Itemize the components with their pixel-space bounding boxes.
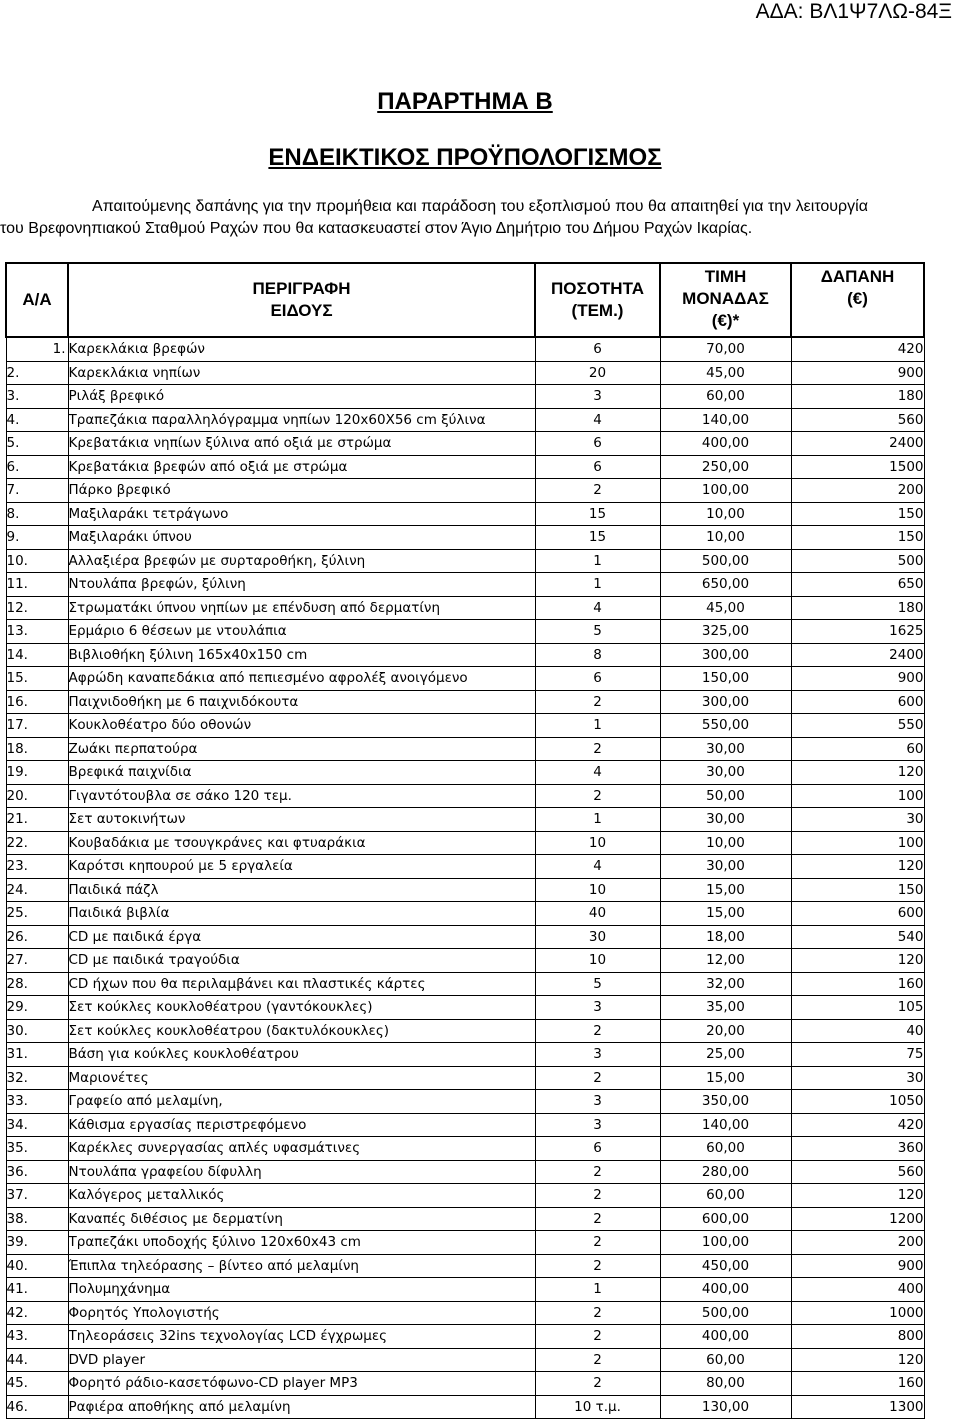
- item-quantity: 2: [535, 690, 660, 714]
- row-number: 22.: [6, 831, 68, 855]
- table-row: [6, 1019, 924, 1043]
- table-row: [6, 1207, 924, 1231]
- item-description: Βρεφικά παιχνίδια: [68, 761, 535, 785]
- row-number: 15.: [6, 667, 68, 691]
- item-unit-price: 10,00: [660, 526, 791, 550]
- item-description: Καρότσι κηπουρού με 5 εργαλεία: [68, 855, 535, 879]
- item-cost: 360: [791, 1137, 924, 1161]
- table-row: [6, 1254, 924, 1278]
- item-description: Κάθισμα εργασίας περιστρεφόμενο: [68, 1113, 535, 1137]
- item-cost: 420: [791, 1113, 924, 1137]
- item-quantity: 1: [535, 573, 660, 597]
- item-cost: 100: [791, 831, 924, 855]
- budget-title: ΕΝΔΕΙΚΤΙΚΟΣ ΠΡΟΫΠΟΛΟΓΙΣΜΟΣ: [268, 144, 662, 171]
- row-number: 33.: [6, 1090, 68, 1114]
- item-quantity: 1: [535, 1278, 660, 1302]
- item-cost: 560: [791, 1160, 924, 1184]
- table-row: [6, 831, 924, 855]
- table-row: [6, 549, 924, 573]
- item-unit-price: 70,00: [660, 337, 791, 361]
- item-quantity: 10: [535, 949, 660, 973]
- table-row: [6, 455, 924, 479]
- item-unit-price: 250,00: [660, 455, 791, 479]
- item-unit-price: 35,00: [660, 996, 791, 1020]
- item-description: Πάρκο βρεφικό: [68, 479, 535, 503]
- item-unit-price: 300,00: [660, 690, 791, 714]
- table-row: [6, 408, 924, 432]
- item-unit-price: 325,00: [660, 620, 791, 644]
- item-cost: 120: [791, 855, 924, 879]
- table-body: [6, 337, 924, 1419]
- item-cost: 540: [791, 925, 924, 949]
- row-number: 27.: [6, 949, 68, 973]
- item-description: Ντουλάπα γραφείου δίφυλλη: [68, 1160, 535, 1184]
- table-row: [6, 1301, 924, 1325]
- row-number: 6.: [6, 455, 68, 479]
- item-quantity: 2: [535, 1231, 660, 1255]
- item-cost: 200: [791, 1231, 924, 1255]
- item-quantity: 15: [535, 526, 660, 550]
- table-row: [6, 337, 924, 361]
- item-description: Μαξιλαράκι τετράγωνο: [68, 502, 535, 526]
- item-cost: 1625: [791, 620, 924, 644]
- item-description: Τραπεζάκια παραλληλόγραμμα νηπίων 120x60X56 cm ξύλινα: [68, 408, 535, 432]
- table-row: [6, 1184, 924, 1208]
- item-description: CD ήχων που θα περιλαμβάνει και πλαστικές κάρτες: [68, 972, 535, 996]
- item-cost: 800: [791, 1325, 924, 1349]
- item-description: Ριλάξ βρεφικό: [68, 385, 535, 409]
- item-unit-price: 32,00: [660, 972, 791, 996]
- table-row: [6, 1231, 924, 1255]
- table-row: [6, 1043, 924, 1067]
- row-number: 20.: [6, 784, 68, 808]
- item-description: Ζωάκι περπατούρα: [68, 737, 535, 761]
- header-cost: [791, 263, 924, 337]
- item-cost: 105: [791, 996, 924, 1020]
- row-number: 40.: [6, 1254, 68, 1278]
- table-row: [6, 361, 924, 385]
- table-row: [6, 996, 924, 1020]
- item-description: Ραφιέρα αποθήκης από μελαμίνη: [68, 1395, 535, 1419]
- item-unit-price: 150,00: [660, 667, 791, 691]
- item-description: Σετ αυτοκινήτων: [68, 808, 535, 832]
- item-unit-price: 25,00: [660, 1043, 791, 1067]
- item-cost: 180: [791, 596, 924, 620]
- item-quantity: 2: [535, 1301, 660, 1325]
- row-number: 1.: [6, 337, 68, 361]
- item-unit-price: 280,00: [660, 1160, 791, 1184]
- item-description: CD με παιδικά τραγούδια: [68, 949, 535, 973]
- item-quantity: 2: [535, 1348, 660, 1372]
- row-number: 43.: [6, 1325, 68, 1349]
- item-description: Ερμάριο 6 θέσεων με ντουλάπια: [68, 620, 535, 644]
- item-quantity: 6: [535, 337, 660, 361]
- row-number: 36.: [6, 1160, 68, 1184]
- item-unit-price: 140,00: [660, 408, 791, 432]
- item-description: Κρεβατάκια βρεφών από οξιά με στρώμα: [68, 455, 535, 479]
- row-number: 19.: [6, 761, 68, 785]
- row-number: 34.: [6, 1113, 68, 1137]
- table-row: [6, 1395, 924, 1419]
- row-number: 17.: [6, 714, 68, 738]
- item-unit-price: 80,00: [660, 1372, 791, 1396]
- row-number: 37.: [6, 1184, 68, 1208]
- item-cost: 600: [791, 690, 924, 714]
- item-unit-price: 350,00: [660, 1090, 791, 1114]
- row-number: 35.: [6, 1137, 68, 1161]
- row-number: 16.: [6, 690, 68, 714]
- item-quantity: 10: [535, 831, 660, 855]
- item-description: Στρωματάκι ύπνου νηπίων με επένδυση από δερματίνη: [68, 596, 535, 620]
- item-description: Παιδικά πάζλ: [68, 878, 535, 902]
- row-number: 7.: [6, 479, 68, 503]
- item-cost: 60: [791, 737, 924, 761]
- item-quantity: 2: [535, 1325, 660, 1349]
- row-number: 4.: [6, 408, 68, 432]
- table-row: [6, 1066, 924, 1090]
- item-quantity: 2: [535, 479, 660, 503]
- item-unit-price: 600,00: [660, 1207, 791, 1231]
- table-row: [6, 1137, 924, 1161]
- row-number: 23.: [6, 855, 68, 879]
- item-unit-price: 300,00: [660, 643, 791, 667]
- table-row: [6, 1372, 924, 1396]
- item-cost: 150: [791, 526, 924, 550]
- item-unit-price: 10,00: [660, 502, 791, 526]
- header-description-line2: ΕΙΔΟΥΣ: [270, 301, 333, 320]
- item-quantity: 1: [535, 714, 660, 738]
- item-unit-price: 500,00: [660, 1301, 791, 1325]
- item-description: Βιβλιοθήκη ξύλινη 165x40x150 cm: [68, 643, 535, 667]
- row-number: 2.: [6, 361, 68, 385]
- item-cost: 40: [791, 1019, 924, 1043]
- table-row: [6, 1278, 924, 1302]
- row-number: 45.: [6, 1372, 68, 1396]
- row-number: 38.: [6, 1207, 68, 1231]
- item-quantity: 4: [535, 761, 660, 785]
- table-row: [6, 878, 924, 902]
- item-unit-price: 400,00: [660, 1278, 791, 1302]
- item-description: CD με παιδικά έργα: [68, 925, 535, 949]
- item-unit-price: 500,00: [660, 549, 791, 573]
- header-row: [6, 263, 924, 337]
- item-quantity: 10 τ.μ.: [535, 1395, 660, 1419]
- item-quantity: 3: [535, 1113, 660, 1137]
- item-unit-price: 550,00: [660, 714, 791, 738]
- item-description: Τηλεοράσεις 32ins τεχνολογίας LCD έγχρωμες: [68, 1325, 535, 1349]
- item-cost: 160: [791, 1372, 924, 1396]
- item-unit-price: 450,00: [660, 1254, 791, 1278]
- row-number: 39.: [6, 1231, 68, 1255]
- table-row: [6, 1090, 924, 1114]
- header-unit-price-line2: ΜΟΝΑΔΑΣ: [682, 289, 769, 308]
- item-quantity: 4: [535, 855, 660, 879]
- row-number: 8.: [6, 502, 68, 526]
- item-unit-price: 10,00: [660, 831, 791, 855]
- item-unit-price: 400,00: [660, 432, 791, 456]
- item-description: DVD player: [68, 1348, 535, 1372]
- row-number: 44.: [6, 1348, 68, 1372]
- item-cost: 180: [791, 385, 924, 409]
- item-quantity: 2: [535, 1184, 660, 1208]
- item-cost: 1200: [791, 1207, 924, 1231]
- item-quantity: 3: [535, 1043, 660, 1067]
- item-unit-price: 100,00: [660, 1231, 791, 1255]
- table-row: [6, 432, 924, 456]
- item-cost: 75: [791, 1043, 924, 1067]
- item-description: Καναπές διθέσιος με δερματίνη: [68, 1207, 535, 1231]
- item-description: Ντουλάπα βρεφών, ξύλινη: [68, 573, 535, 597]
- table-row: [6, 1113, 924, 1137]
- item-cost: 120: [791, 1184, 924, 1208]
- item-cost: 200: [791, 479, 924, 503]
- table-row: [6, 573, 924, 597]
- item-description: Καλόγερος μεταλλικός: [68, 1184, 535, 1208]
- item-description: Καρεκλάκια νηπίων: [68, 361, 535, 385]
- item-cost: 120: [791, 1348, 924, 1372]
- item-quantity: 40: [535, 902, 660, 926]
- item-description: Αφρώδη καναπεδάκια από πεπιεσμένο αφρολέξ ανοιγόμενο: [68, 667, 535, 691]
- row-number: 24.: [6, 878, 68, 902]
- table-row: [6, 690, 924, 714]
- row-number: 9.: [6, 526, 68, 550]
- item-quantity: 2: [535, 1207, 660, 1231]
- table-row: [6, 737, 924, 761]
- item-description: Παιχνιδοθήκη με 6 παιχνιδόκουτα: [68, 690, 535, 714]
- row-number: 18.: [6, 737, 68, 761]
- item-cost: 150: [791, 878, 924, 902]
- item-cost: 1050: [791, 1090, 924, 1114]
- item-cost: 1000: [791, 1301, 924, 1325]
- item-description: Πολυμηχάνημα: [68, 1278, 535, 1302]
- item-unit-price: 60,00: [660, 385, 791, 409]
- item-unit-price: 18,00: [660, 925, 791, 949]
- item-cost: 900: [791, 667, 924, 691]
- item-quantity: 3: [535, 385, 660, 409]
- item-unit-price: 130,00: [660, 1395, 791, 1419]
- item-unit-price: 30,00: [660, 761, 791, 785]
- table-row: [6, 385, 924, 409]
- item-quantity: 30: [535, 925, 660, 949]
- item-cost: 120: [791, 949, 924, 973]
- item-unit-price: 15,00: [660, 878, 791, 902]
- header-unit-price-line1: ΤΙΜΗ: [704, 267, 747, 286]
- row-number: 11.: [6, 573, 68, 597]
- item-description: Έπιπλα τηλεόρασης – βίντεο από μελαμίνη: [68, 1254, 535, 1278]
- item-unit-price: 15,00: [660, 1066, 791, 1090]
- item-description: Καρέκλες συνεργασίας απλές υφασμάτινες: [68, 1137, 535, 1161]
- item-description: Φορητό ράδιο-κασετόφωνο-CD player MP3: [68, 1372, 535, 1396]
- item-cost: 2400: [791, 432, 924, 456]
- row-number: 28.: [6, 972, 68, 996]
- item-quantity: 4: [535, 596, 660, 620]
- item-cost: 500: [791, 549, 924, 573]
- item-unit-price: 30,00: [660, 737, 791, 761]
- intro-paragraph: [0, 196, 960, 240]
- table-row: [6, 526, 924, 550]
- table-row: [6, 1348, 924, 1372]
- table-row: [6, 761, 924, 785]
- item-quantity: 2: [535, 1160, 660, 1184]
- item-cost: 560: [791, 408, 924, 432]
- table-row: [6, 972, 924, 996]
- item-unit-price: 45,00: [660, 596, 791, 620]
- document-code: ΑΔΑ: ΒΛ1Ψ7ΛΩ-84Ξ: [755, 0, 952, 23]
- header-no: Α/Α: [6, 263, 68, 337]
- item-unit-price: 20,00: [660, 1019, 791, 1043]
- item-quantity: 1: [535, 549, 660, 573]
- item-cost: 650: [791, 573, 924, 597]
- item-unit-price: 45,00: [660, 361, 791, 385]
- item-unit-price: 140,00: [660, 1113, 791, 1137]
- header-cost-line2: (€): [847, 289, 868, 308]
- item-cost: 30: [791, 808, 924, 832]
- header-unit-price: [660, 263, 791, 337]
- item-description: Μαριονέτες: [68, 1066, 535, 1090]
- item-quantity: 4: [535, 408, 660, 432]
- item-unit-price: 50,00: [660, 784, 791, 808]
- budget-table: [5, 262, 925, 1419]
- item-quantity: 5: [535, 972, 660, 996]
- row-number: 14.: [6, 643, 68, 667]
- item-description: Βάση για κούκλες κουκλοθέατρου: [68, 1043, 535, 1067]
- item-cost: 900: [791, 361, 924, 385]
- item-quantity: 8: [535, 643, 660, 667]
- header-quantity: [535, 263, 660, 337]
- item-cost: 160: [791, 972, 924, 996]
- item-unit-price: 650,00: [660, 573, 791, 597]
- item-unit-price: 30,00: [660, 855, 791, 879]
- table-row: [6, 596, 924, 620]
- table-row: [6, 925, 924, 949]
- item-unit-price: 100,00: [660, 479, 791, 503]
- intro-line-2: του Βρεφονηπιακού Σταθμού Ραχών που θα κατασκευαστεί στον Άγιο Δημήτριο του Δήμου Ραχών Ικαρίας.: [0, 220, 753, 237]
- header-description: [68, 263, 535, 337]
- item-description: Παιδικά βιβλία: [68, 902, 535, 926]
- row-number: 30.: [6, 1019, 68, 1043]
- item-description: Κουκλοθέατρο δύο οθονών: [68, 714, 535, 738]
- item-unit-price: 15,00: [660, 902, 791, 926]
- item-description: Σετ κούκλες κουκλοθέατρου (γαντόκουκλες): [68, 996, 535, 1020]
- table-row: [6, 808, 924, 832]
- item-quantity: 5: [535, 620, 660, 644]
- item-description: Γιγαντότουβλα σε σάκο 120 τεμ.: [68, 784, 535, 808]
- table-row: [6, 479, 924, 503]
- item-unit-price: 12,00: [660, 949, 791, 973]
- table-row: [6, 902, 924, 926]
- header-quantity-line2: (ΤΕΜ.): [571, 301, 624, 320]
- row-number: 32.: [6, 1066, 68, 1090]
- item-quantity: 10: [535, 878, 660, 902]
- item-quantity: 15: [535, 502, 660, 526]
- item-quantity: 6: [535, 1137, 660, 1161]
- row-number: 42.: [6, 1301, 68, 1325]
- item-cost: 2400: [791, 643, 924, 667]
- item-description: Σετ κούκλες κουκλοθέατρου (δακτυλόκουκλες): [68, 1019, 535, 1043]
- row-number: 46.: [6, 1395, 68, 1419]
- item-description: Κουβαδάκια με τσουγκράνες και φτυαράκια: [68, 831, 535, 855]
- item-unit-price: 30,00: [660, 808, 791, 832]
- item-unit-price: 400,00: [660, 1325, 791, 1349]
- item-quantity: 6: [535, 667, 660, 691]
- item-quantity: 6: [535, 455, 660, 479]
- row-number: 5.: [6, 432, 68, 456]
- item-description: Φορητός Υπολογιστής: [68, 1301, 535, 1325]
- table-row: [6, 502, 924, 526]
- table-row: [6, 1325, 924, 1349]
- table-row: [6, 620, 924, 644]
- header-unit-price-line3: (€)*: [711, 311, 740, 330]
- table-row: [6, 643, 924, 667]
- header-cost-line1: ΔΑΠΑΝΗ: [820, 267, 895, 286]
- table-row: [6, 784, 924, 808]
- row-number: 31.: [6, 1043, 68, 1067]
- item-description: Γραφείο από μελαμίνη,: [68, 1090, 535, 1114]
- table-row: [6, 667, 924, 691]
- row-number: 26.: [6, 925, 68, 949]
- item-quantity: 2: [535, 1019, 660, 1043]
- table-row: [6, 855, 924, 879]
- item-quantity: 20: [535, 361, 660, 385]
- item-cost: 420: [791, 337, 924, 361]
- item-quantity: 3: [535, 1090, 660, 1114]
- header-description-line1: ΠΕΡΙΓΡΑΦΗ: [252, 279, 351, 298]
- item-quantity: 6: [535, 432, 660, 456]
- intro-line-1: Απαιτούμενης δαπάνης για την προμήθεια και παράδοση του εξοπλισμού που θα απαιτηθεί για την λειτουργία: [92, 198, 868, 215]
- item-unit-price: 60,00: [660, 1137, 791, 1161]
- row-number: 13.: [6, 620, 68, 644]
- item-quantity: 2: [535, 784, 660, 808]
- item-unit-price: 60,00: [660, 1184, 791, 1208]
- item-quantity: 3: [535, 996, 660, 1020]
- item-quantity: 2: [535, 1254, 660, 1278]
- row-number: 29.: [6, 996, 68, 1020]
- item-cost: 600: [791, 902, 924, 926]
- item-description: Μαξιλαράκι ύπνου: [68, 526, 535, 550]
- item-description: Τραπεζάκι υποδοχής ξύλινο 120x60x43 cm: [68, 1231, 535, 1255]
- annex-title: ΠΑΡΑΡΤΗΜΑ Β: [377, 88, 553, 115]
- item-cost: 400: [791, 1278, 924, 1302]
- item-cost: 900: [791, 1254, 924, 1278]
- table-row: [6, 714, 924, 738]
- item-quantity: 2: [535, 1066, 660, 1090]
- row-number: 41.: [6, 1278, 68, 1302]
- item-unit-price: 60,00: [660, 1348, 791, 1372]
- item-cost: 30: [791, 1066, 924, 1090]
- item-cost: 150: [791, 502, 924, 526]
- item-quantity: 2: [535, 1372, 660, 1396]
- item-description: Αλλαξιέρα βρεφών με συρταροθήκη, ξύλινη: [68, 549, 535, 573]
- item-description: Κρεβατάκια νηπίων ξύλινα από οξιά με στρώμα: [68, 432, 535, 456]
- table-row: [6, 949, 924, 973]
- item-cost: 550: [791, 714, 924, 738]
- item-cost: 1500: [791, 455, 924, 479]
- item-cost: 100: [791, 784, 924, 808]
- row-number: 10.: [6, 549, 68, 573]
- item-cost: 1300: [791, 1395, 924, 1419]
- row-number: 3.: [6, 385, 68, 409]
- row-number: 12.: [6, 596, 68, 620]
- row-number: 21.: [6, 808, 68, 832]
- item-quantity: 2: [535, 737, 660, 761]
- table-row: [6, 1160, 924, 1184]
- item-description: Καρεκλάκια βρεφών: [68, 337, 535, 361]
- item-quantity: 1: [535, 808, 660, 832]
- row-number: 25.: [6, 902, 68, 926]
- item-cost: 120: [791, 761, 924, 785]
- header-quantity-line1: ΠΟΣΟΤΗΤΑ: [551, 279, 644, 298]
